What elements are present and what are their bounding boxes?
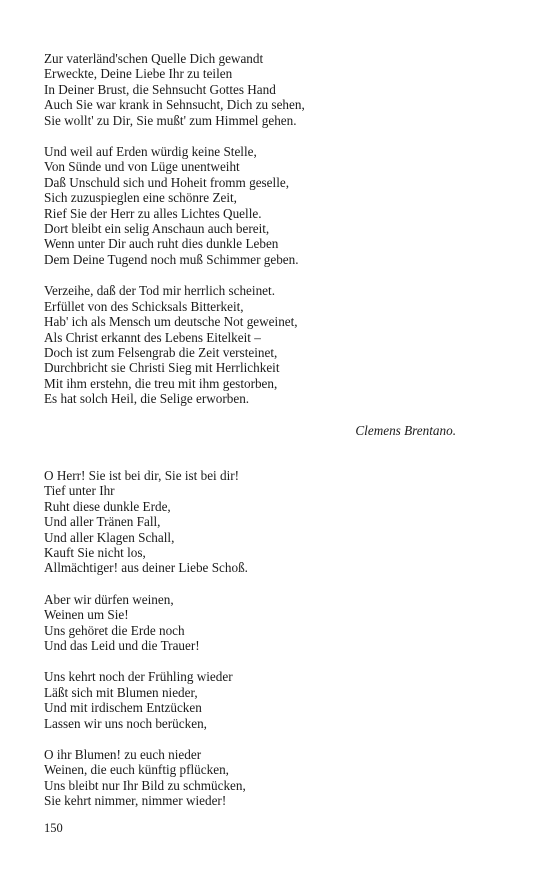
verse-line: Erfüllet von des Schicksals Bitterkeit,: [44, 298, 244, 314]
verse-line: O ihr Blumen! zu euch nieder: [44, 747, 202, 763]
verse-line: Es hat solch Heil, die Selige erworben.: [44, 391, 250, 407]
verse-line: Mit ihm erstehn, die treu mit ihm gestorben,: [44, 375, 278, 391]
stanza-7: [44, 747, 464, 809]
verse-line: Von Sünde und von Lüge unentweiht: [44, 159, 240, 175]
verse-line: Sie kehrt nimmer, nimmer wieder!: [44, 793, 227, 809]
author-signature: Clemens Brentano.: [355, 422, 456, 438]
verse-line: Doch ist zum Felsengrab die Zeit versteinet,: [44, 344, 278, 360]
verse-line: Läßt sich mit Blumen nieder,: [44, 684, 198, 700]
stanza-4: [44, 468, 464, 576]
verse-line: Und weil auf Erden würdig keine Stelle,: [44, 144, 257, 160]
verse-line: Dem Deine Tugend noch muß Schimmer geben.: [44, 251, 299, 267]
verse-line: Rief Sie der Herr zu alles Lichtes Quelle.: [44, 205, 262, 221]
verse-line: Als Christ erkannt des Lebens Eitelkeit –: [44, 329, 261, 345]
verse-line: Weinen um Sie!: [44, 607, 129, 623]
verse-line: Und aller Klagen Schall,: [44, 529, 175, 545]
verse-line: Erweckte, Deine Liebe Ihr zu teilen: [44, 66, 233, 82]
verse-line: Und mit irdischem Entzücken: [44, 700, 202, 716]
verse-line: Verzeihe, daß der Tod mir herrlich scheinet.: [44, 283, 275, 299]
stanza-3: [44, 283, 464, 406]
page-body: [44, 51, 464, 825]
verse-line: Uns kehrt noch der Frühling wieder: [44, 669, 233, 685]
stanza-1: [44, 51, 464, 128]
verse-line: Auch Sie war krank in Sehnsucht, Dich zu sehen,: [44, 97, 305, 113]
verse-line: Und aller Tränen Fall,: [44, 514, 161, 530]
verse-line: Dort bleibt ein selig Anschaun auch bereit,: [44, 221, 270, 237]
verse-line: Uns bleibt nur Ihr Bild zu schmücken,: [44, 777, 246, 793]
page-number: 150: [44, 821, 63, 835]
verse-line: Durchbricht sie Christi Sieg mit Herrlichkeit: [44, 360, 280, 376]
verse-line: Ruht diese dunkle Erde,: [44, 498, 171, 514]
verse-line: Tief unter Ihr: [44, 483, 115, 499]
verse-line: Zur vaterländ'schen Quelle Dich gewandt: [44, 51, 264, 66]
verse-line: Und das Leid und die Trauer!: [44, 638, 200, 653]
verse-line: Kauft Sie nicht los,: [44, 544, 146, 560]
verse-line: Sich zuzuspieglen eine schönre Zeit,: [44, 190, 237, 206]
verse-line: Lassen wir uns noch berücken,: [44, 715, 207, 731]
verse-line: Hab' ich als Mensch um deutsche Not geweinet,: [44, 314, 298, 330]
stanza-2: [44, 144, 464, 267]
verse-line: Allmächtiger! aus deiner Liebe Schoß.: [44, 560, 248, 576]
verse-line: In Deiner Brust, die Sehnsucht Gottes Hand: [44, 81, 276, 97]
verse-line: Weinen, die euch künftig pflücken,: [44, 762, 229, 778]
verse-line: Aber wir dürfen weinen,: [44, 591, 174, 607]
verse-line: Uns gehöret die Erde noch: [44, 622, 185, 638]
stanza-5: [44, 592, 464, 654]
verse-line: Daß Unschuld sich und Hoheit fromm geselle,: [44, 174, 290, 190]
verse-line: O Herr! Sie ist bei dir, Sie ist bei dir!: [44, 467, 240, 483]
stanza-6: [44, 669, 464, 731]
verse-line: Wenn unter Dir auch ruht dies dunkle Leben: [44, 236, 279, 252]
verse-line: Sie wollt' zu Dir, Sie mußt' zum Himmel gehen.: [44, 112, 297, 128]
